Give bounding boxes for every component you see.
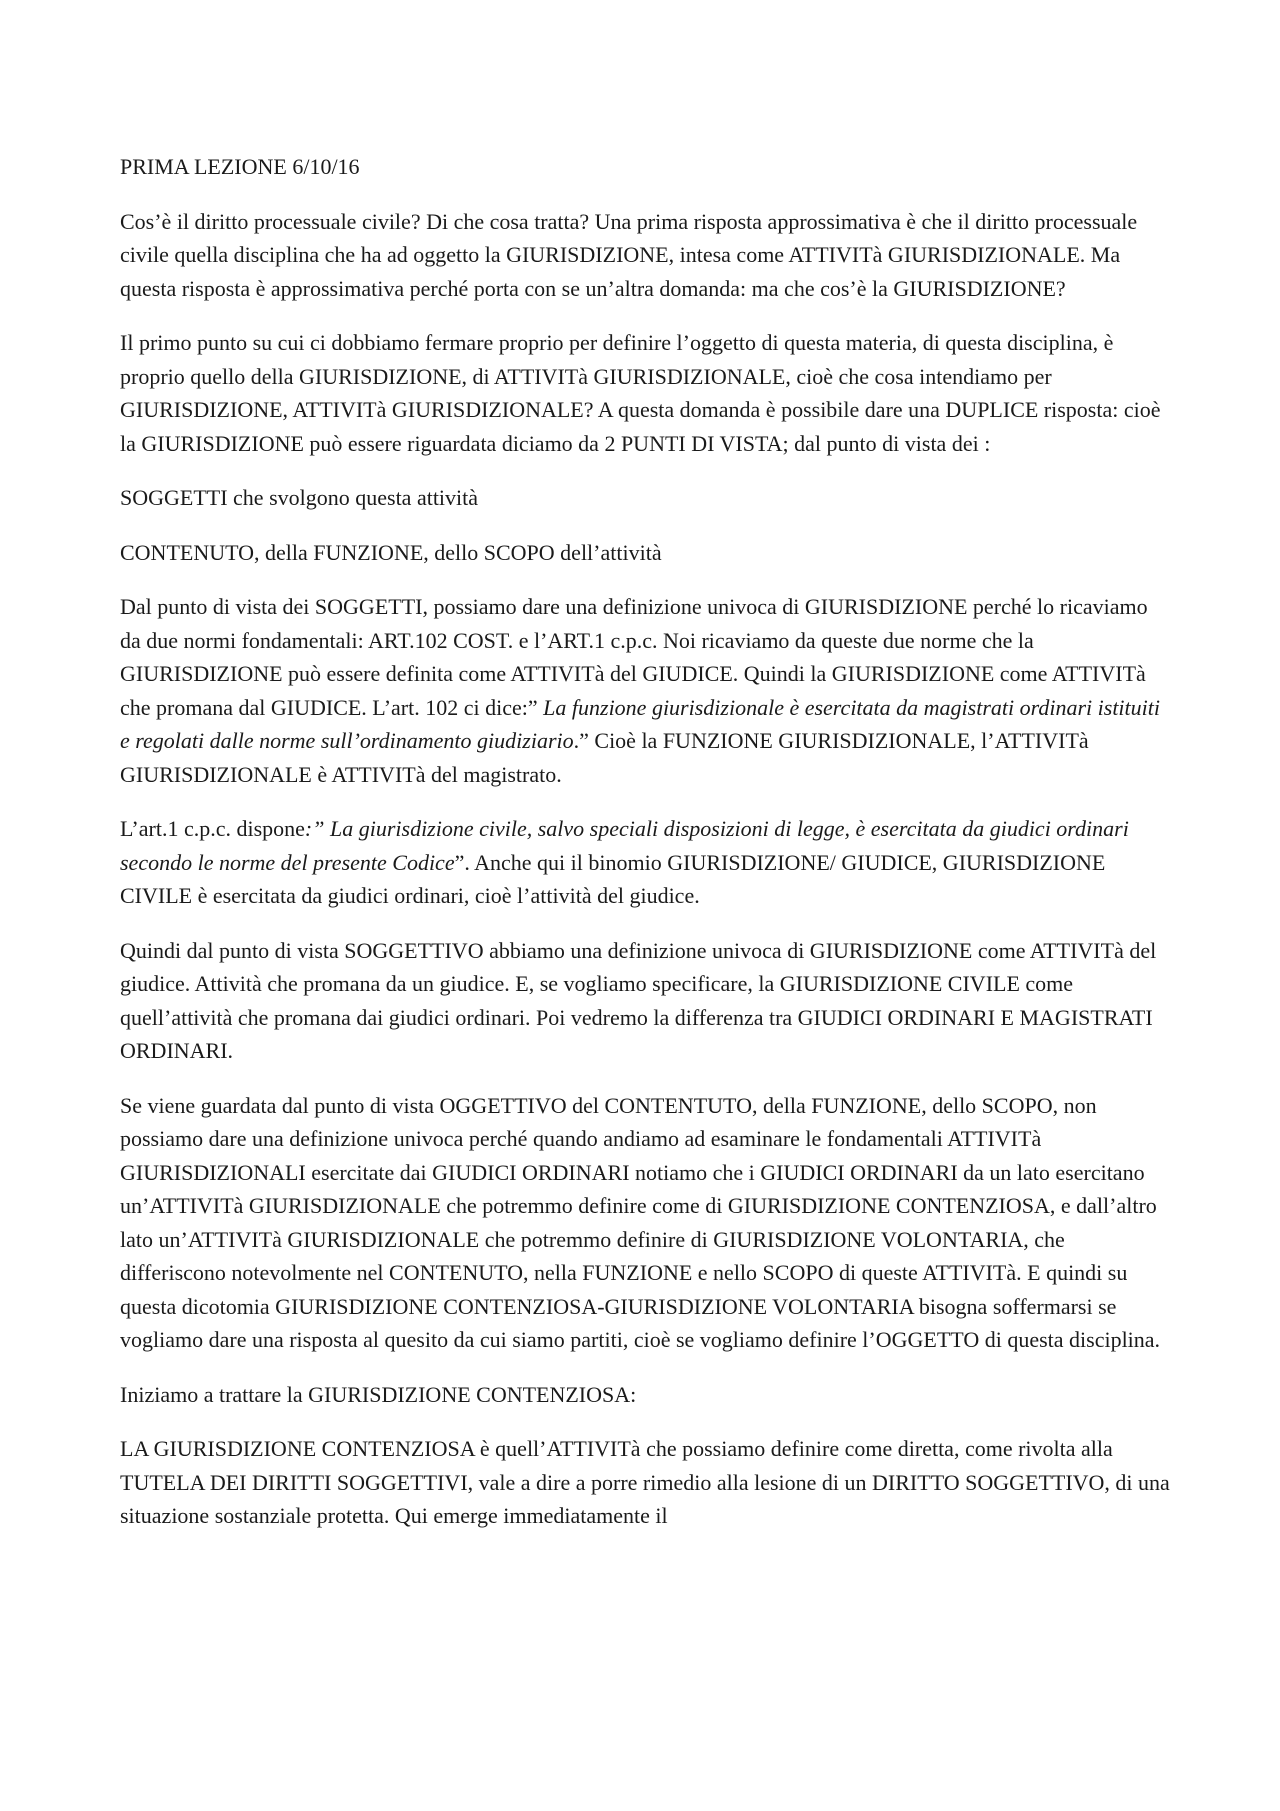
- quoted-article-1: :” La giurisdizione civile, salvo speciali disposizioni di legge, è esercitata da giudici ordinari secondo le norme del presente Codice: [120, 816, 1129, 875]
- paragraph-text: Dal punto di vista dei SOGGETTI, possiamo dare una definizione univoca di GIURISDIZIONE perché lo ricaviamo da due normi fondamentali: ART.102 COST. e l’ART.1 c.p.c. Noi ricaviamo da queste due norme che la GIURISDIZIONE può essere definita come ATTIVITà del GIUDICE. Quindi la GIURISDIZIONE come ATTIVITà che promana dal GIUDICE. L’art. 102 ci dice:”: [120, 594, 1148, 720]
- paragraph-objective-view: Se viene guardata dal punto di vista OGGETTIVO del CONTENTUTO, della FUNZIONE, dello SCOPO, non possiamo dare una definizione univoca perché quando andiamo ad esaminare le fondamentali ATTIVITà GIURISDIZIONALI esercitate dai GIUDICI ORDINARI notiamo che i GIUDICI ORDINARI da un lato esercitano un’ATTIVITà GIURISDIZIONALE che potremmo definire come di GIURISDIZIONE CONTENZIOSA, e dall’altro lato un’ATTIVITà GIURISDIZIONALE che potremmo definire di GIURISDIZIONE VOLONTARIA, che differiscono notevolmente nel CONTENUTO, nella FUNZIONE e nello SCOPO di queste ATTIVITà. E quindi su questa dicotomia GIURISDIZIONE CONTENZIOSA-GIURISDIZIONE VOLONTARIA bisogna soffermarsi se vogliamo dare una risposta al quesito da cui siamo partiti, cioè se vogliamo definire l’OGGETTO di questa disciplina.: [120, 1092, 1161, 1352]
- lesson-title: PRIMA LEZIONE 6/10/16: [120, 154, 360, 179]
- list-item-content: CONTENUTO, della FUNZIONE, dello SCOPO dell’attività: [120, 539, 662, 565]
- paragraph-subjective-view: Quindi dal punto di vista SOGGETTIVO abbiamo una definizione univoca di GIURISDIZIONE come ATTIVITà del giudice. Attività che promana da un giudice. E, se vogliamo specificare, la GIURISDIZIONE CIVILE come quell’attività che promana dai giudici ordinari. Poi vedremo la differenza tra GIUDICI ORDINARI E MAGISTRATI ORDINARI.: [120, 937, 1157, 1063]
- paragraph-text: L’art.1 c.p.c. dispone: [120, 816, 305, 841]
- paragraph-contentious-definition: LA GIURISDIZIONE CONTENZIOSA è quell’ATTIVITà che possiamo definire come diretta, come rivolta alla TUTELA DEI DIRITTI SOGGETTIVI, vale a dire a porre rimedio alla lesione di un DIRITTO SOGGETTIVO, di una situazione sostanziale protetta. Qui emerge immediatamente il: [120, 1436, 1170, 1528]
- paragraph-article-1-cpc: [120, 812, 1170, 913]
- paragraph-subjects-view: [120, 590, 1170, 791]
- list-item-subjects: SOGGETTI che svolgono questa attività: [120, 485, 479, 510]
- paragraph-text: ”. Anche qui il binomio GIURISDIZIONE/ GIUDICE, GIURISDIZIONE CIVILE è esercitata da giudici ordinari, cioè l’attività del giudice.: [120, 849, 1106, 908]
- paragraph-contentious-intro: Iniziamo a trattare la GIURISDIZIONE CONTENZIOSA:: [120, 1381, 637, 1407]
- document-body: [120, 150, 1170, 1554]
- paragraph-intro: Cos’è il diritto processuale civile? Di che cosa tratta? Una prima risposta approssimativa è che il diritto processuale civile quella disciplina che ha ad oggetto la GIURISDIZIONE, intesa come ATTIVITà GIURISDIZIONALE. Ma questa risposta è approssimativa perché porta con se un’altra domanda: ma che cos’è la GIURISDIZIONE?: [120, 208, 1138, 301]
- paragraph-jurisdiction-definition: Il primo punto su cui ci dobbiamo fermare proprio per definire l’oggetto di questa materia, di questa disciplina, è proprio quello della GIURISDIZIONE, di ATTIVITà GIURISDIZIONALE, cioè che cosa intendiamo per GIURISDIZIONE, ATTIVITà GIURISDIZIONALE? A questa domanda è possibile dare una DUPLICE risposta: cioè la GIURISDIZIONE può essere riguardata diciamo da 2 PUNTI DI VISTA; dal punto di vista dei :: [120, 330, 1161, 456]
- quoted-article-102: La funzione giurisdizionale è esercitata da magistrati ordinari istituiti e regolati dalle norme sull’ordinamento giudiziario: [120, 694, 1160, 753]
- paragraph-text: .” Cioè la FUNZIONE GIURISDIZIONALE, l’ATTIVITà GIURISDIZIONALE è ATTIVITà del magistrato.: [120, 728, 1089, 787]
